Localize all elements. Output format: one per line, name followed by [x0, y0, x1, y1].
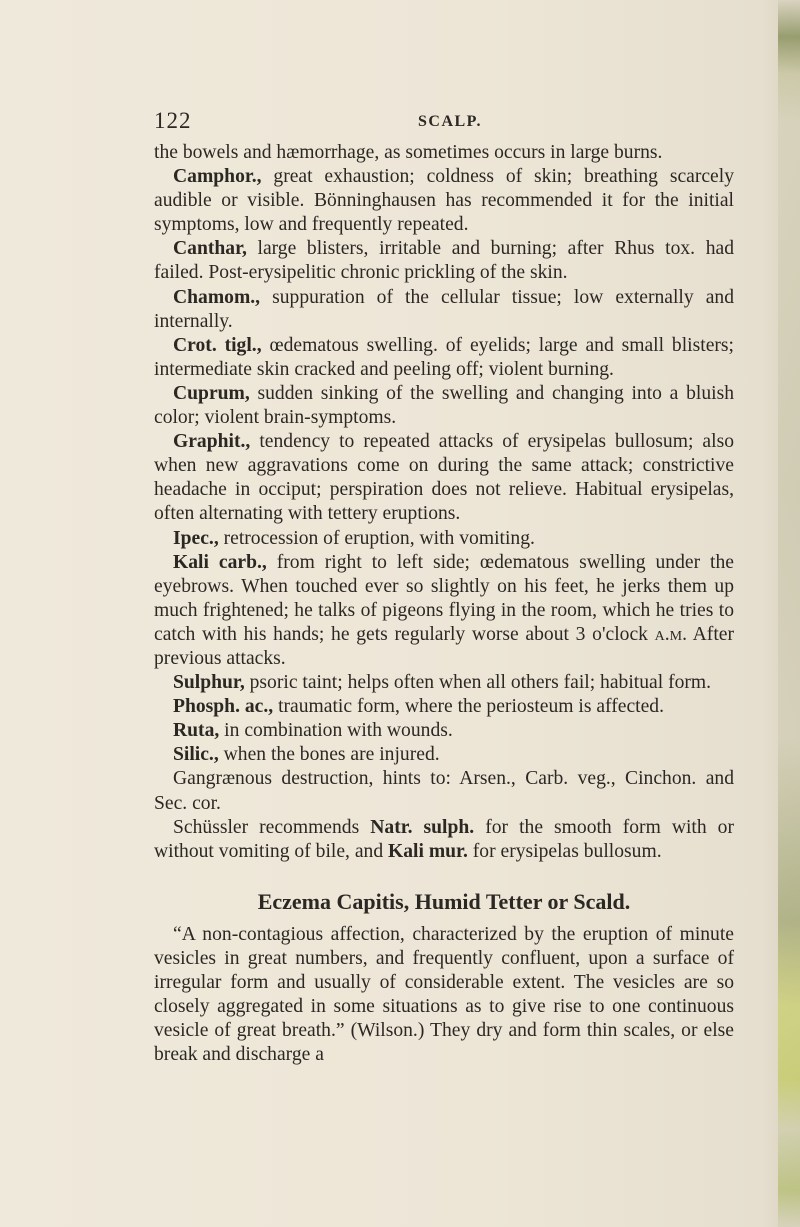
remedy-description: psoric taint; helps often when all others fail; habitual form. — [244, 672, 712, 694]
remedy-name: Phosph. ac., — [173, 696, 274, 718]
remedy-name: Ipec., — [173, 527, 219, 549]
remedy-name: Kali mur. — [388, 840, 468, 862]
remedy-name: Silic., — [173, 744, 219, 766]
paragraph-silic — [154, 743, 734, 767]
paragraph-chamom — [154, 286, 734, 334]
paragraph-ruta — [154, 719, 734, 743]
remedy-name: Ruta, — [173, 720, 220, 742]
remedy-name: Sulphur, — [173, 672, 245, 694]
remedy-description: retrocession of eruption, with vomiting. — [218, 527, 535, 549]
remedy-description-end: After previous attacks. — [154, 623, 734, 669]
remedy-name: Natr. sulph. — [370, 816, 475, 838]
remedy-description: traumatic form, where the periosteum is affected. — [273, 696, 664, 718]
remedy-description: large blisters, irritable and burning; after Rhus tox. had failed. Post-erysipelitic chronic prickling of the skin. — [154, 238, 734, 284]
section-heading: Eczema Capitis, Humid Tetter or Scald. — [257, 888, 631, 914]
time-abbreviation: a.m. — [654, 623, 688, 645]
text-segment: Schüssler recommends — [173, 816, 371, 838]
paragraph-kali-carb — [154, 551, 734, 671]
remedy-description: from right to left side; œdematous swelling under the eyebrows. When touched ever so slightly on his feet, he jerks them up much frightened; he talks of pigeons flying in the room, which he tries to catch with his hands; he gets regularly worse about 3 o'clock — [154, 551, 734, 645]
remedy-name: Camphor., — [173, 166, 262, 188]
paragraph-schussler — [154, 816, 734, 864]
remedy-name: Crot. tigl., — [173, 334, 262, 356]
remedy-name: Chamom., — [173, 286, 261, 308]
running-head: SCALP. — [418, 113, 482, 130]
remedy-description: great exhaustion; coldness of skin; breathing scarcely audible or visible. Bönninghausen has recommended it for the initial symptoms, low and frequently repeated. — [154, 166, 734, 236]
paragraph-ipec — [154, 527, 734, 551]
paragraph-graphit — [154, 430, 734, 526]
paragraph-crot-tigl — [154, 334, 734, 382]
remedy-name: Cuprum, — [173, 382, 250, 404]
paragraph-gangraenous: Gangrænous destruction, hints to: Arsen., Carb. veg., Cinchon. and Sec. cor. — [154, 768, 734, 814]
text-segment: for the smooth form with or without vomiting of bile, and — [154, 816, 735, 862]
paragraph-continuation: the bowels and hæmorrhage, as sometimes occurs in large burns. — [154, 142, 663, 163]
page-header — [154, 108, 734, 138]
remedy-description: suppuration of the cellular tissue; low externally and internally. — [154, 286, 734, 332]
page-number: 122 — [154, 108, 192, 133]
body-text — [154, 141, 734, 1067]
remedy-description: in combination with wounds. — [219, 720, 453, 742]
paragraph-camphor — [154, 165, 734, 237]
remedy-name: Canthar, — [173, 238, 247, 260]
remedy-name: Graphit., — [173, 431, 251, 453]
remedy-name: Kali carb., — [173, 551, 267, 573]
section-quote-paragraph: “A non-contagious affection, characterized by the eruption of minute vesicles in great numbers, and frequently confluent, upon a surface of irregular form and usually of considerable extent. The vesicles are so closely aggregated in some situations as to give rise to one continuous vesicle of great breath.” (Wilson.) They dry and form thin scales, or else break and discharge a — [154, 923, 734, 1066]
paragraph-cuprum — [154, 382, 734, 430]
paragraph-phosph-ac — [154, 695, 734, 719]
paragraph-canthar — [154, 237, 734, 285]
page-edge — [778, 0, 800, 1227]
remedy-description: tendency to repeated attacks of erysipelas bullosum; also when new aggravations come on during the same attack; constrictive headache in occiput; perspiration does not relieve. Habitual erysipelas, often alternating with tettery eruptions. — [154, 431, 734, 525]
remedy-description: when the bones are injured. — [218, 744, 440, 766]
paragraph-sulphur — [154, 671, 734, 695]
remedy-description: œdematous swelling. of eyelids; large and small blisters; intermediate skin cracked and peeling off; violent burning. — [154, 334, 734, 380]
remedy-description: sudden sinking of the swelling and changing into a bluish color; violent brain-symptoms. — [154, 382, 734, 429]
text-segment: for erysipelas bullosum. — [467, 840, 662, 862]
